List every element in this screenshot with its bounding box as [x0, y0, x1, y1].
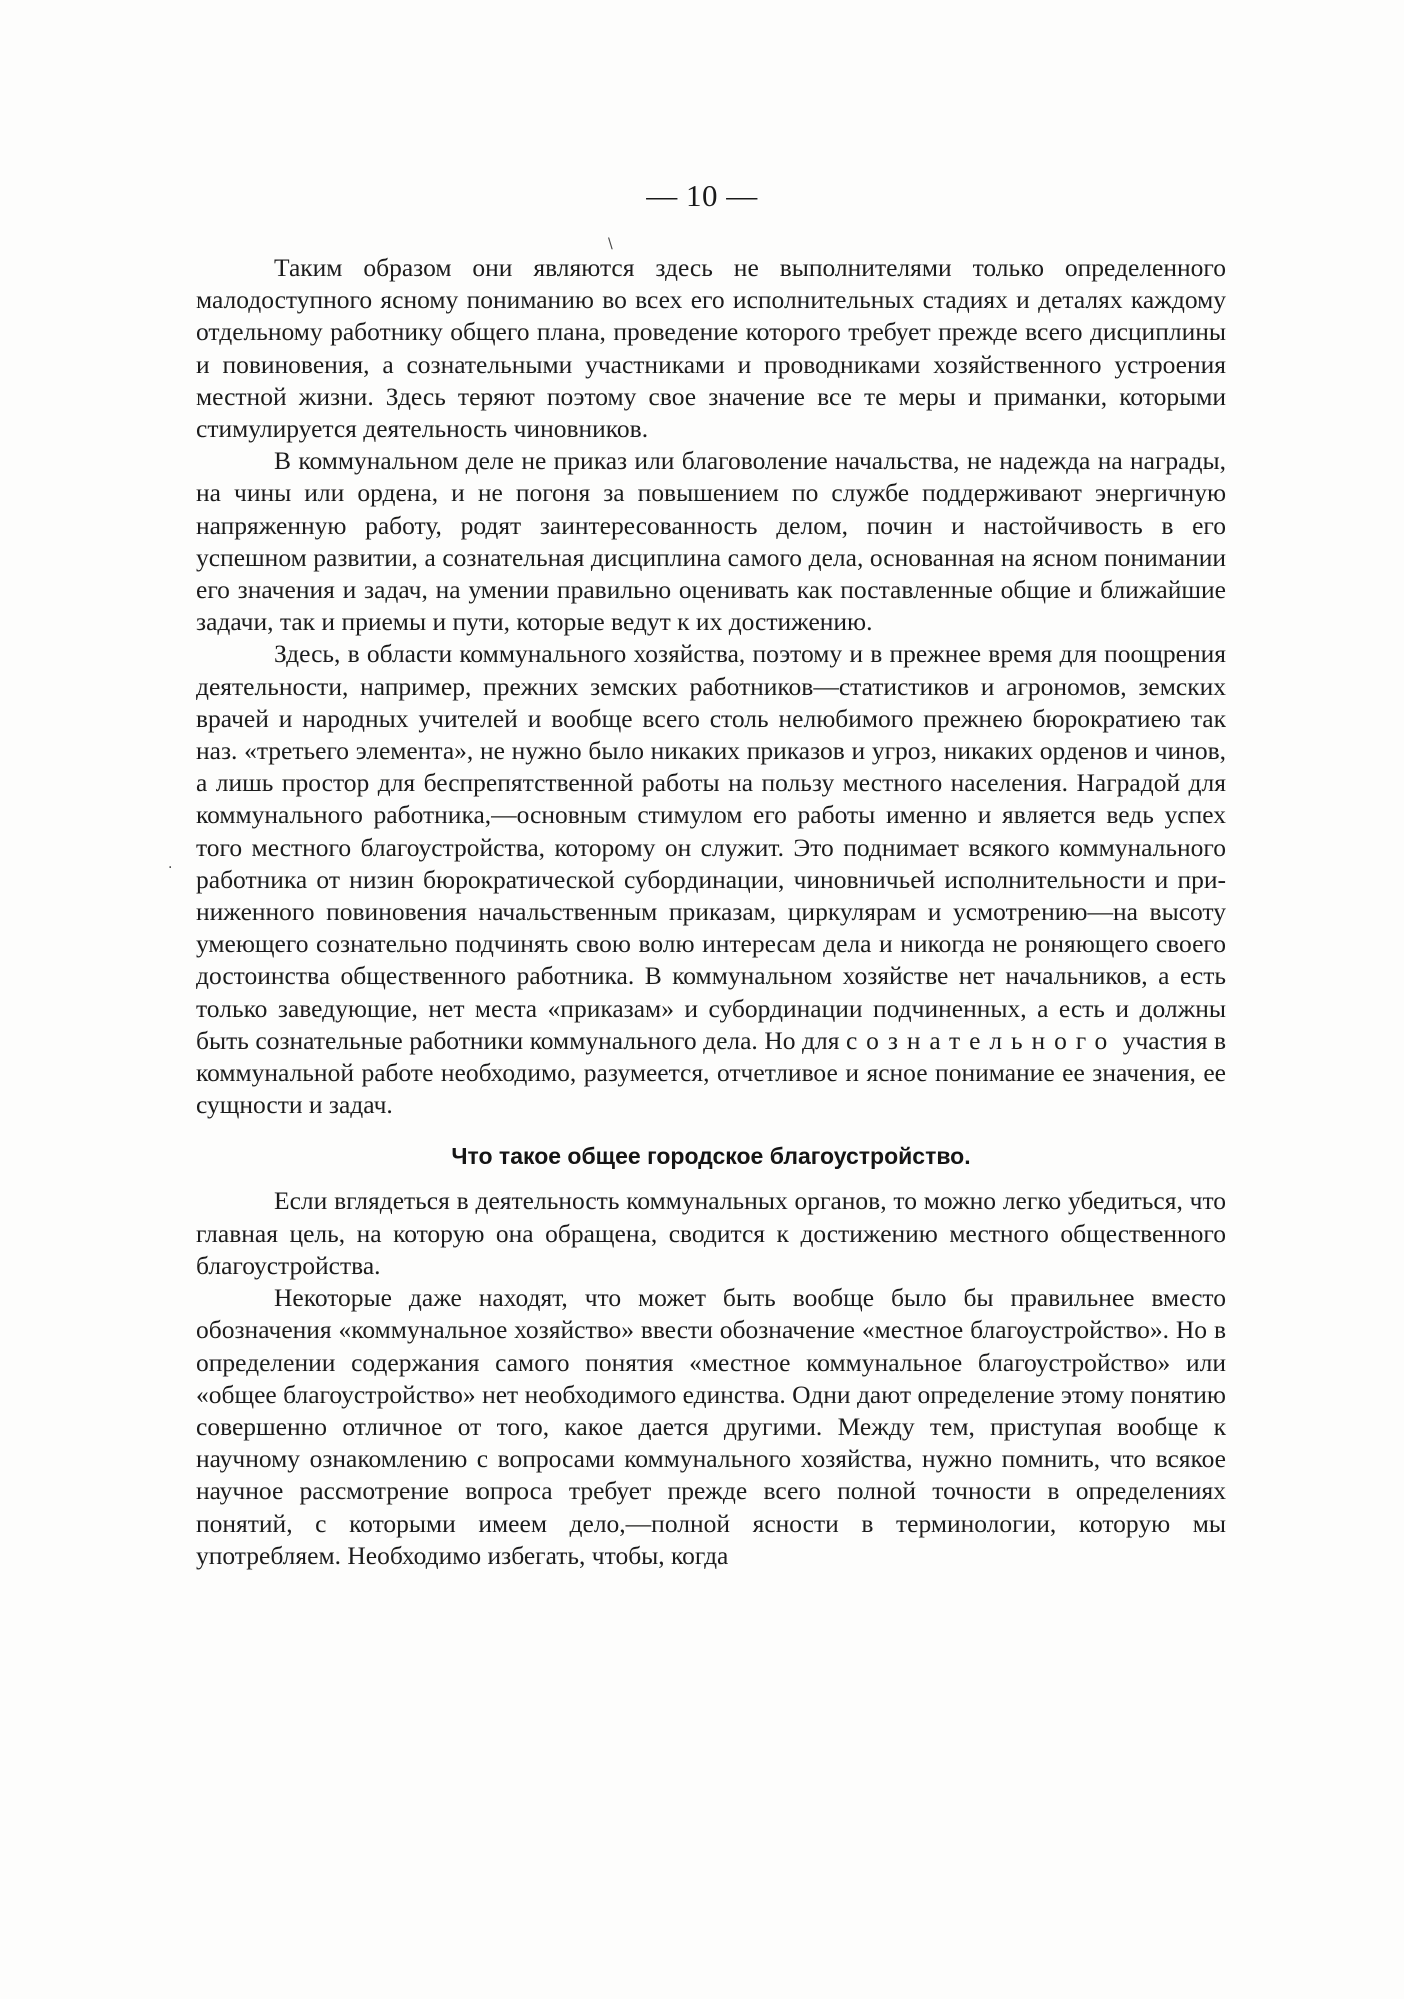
print-speck: · [168, 860, 173, 876]
paragraph-text: Здесь, в области коммунального хозяйства, поэтому и в прежнее время для поощрения деятельности, например, прежних земских работников—статистиков и агрономов, земских врачей и народных учителей и вообще всего столь нелюбимого прежнею бюрократиею так наз. «третьего элемента», не нужно было никаких приказов и угроз, никаких орденов и чинов, а лишь простор для беспрепятственной работы на пользу местного населения. Наградой для коммунального работника,—основным стимулом его работы именно и является ведь успех того местного благоустройства, которому он служит. Это поднимает всякого коммунального работника от низин бюрократической субординации, чиновничьей исполнительности и приниженного повиновения начальственным приказам, циркулярам и усмотрению—на высоту умеющего сознательно подчинять свою волю интересам дела и никогда не роняющего своего достоинства общественного работника. В коммунальном хозяйстве нет начальников, а есть только заведующие, нет места «приказам» и субординации подчиненных, а есть и должны быть сознательные работники коммунального дела. Но для [196, 639, 1226, 1055]
emphasized-word: сознательного [845, 1025, 1117, 1055]
paragraph-text: участия в коммунальной работе необходимо, разумеется, отчетливое и ясное понимание ее значения, ее сущности и задач. [196, 1025, 1226, 1120]
page-number: — 10 — [646, 178, 758, 213]
paragraph: Если вглядеться в деятельность коммунальных органов, то можно легко убедиться, что главная цель, на которую она обращена, сводится к достижению местного общественного благоустройства. [196, 1186, 1226, 1280]
paragraph: Некоторые даже находят, что может быть вообще было бы правильнее вместо обозначения «коммунальное хозяйство» ввести обозначение «местное благоустройство». Но в определении содержания самого понятия «местное коммунальное благоустройство» или «общее благоустройство» нет необходимого единства. Одни дают определение этому понятию совершенно отличное от того, какое дается другими. Между тем, приступая вообще к научному ознакомлению с вопросами коммунального хозяйства, нужно помнить, что всякое научное рассмотрение вопроса требует прежде всего полной точности в определениях понятий, с которыми имеем дело,—полной ясности в терминологии, которую мы употребляем. Необходимо избегать, чтобы, когда [196, 1283, 1226, 1570]
main-text-column [196, 252, 1226, 1572]
print-speck: \ [608, 236, 613, 252]
section-heading: Что такое общее городское благоустройство. [451, 1143, 971, 1170]
paragraph [196, 638, 1226, 1121]
paragraph: Таким образом они являются здесь не выполнителями только определенного малодоступного ясному пониманию во всех его исполнительных стадиях и деталях каждому отдельному работнику общего плана, проведение которого требует прежде всего дисциплины и повиновения, а сознательными участниками и проводниками хозяйственного устроения местной жизни. Здесь теряют поэтому свое значение все те меры и приманки, которыми стимулируется деятельность чиновников. [196, 253, 1226, 444]
paragraph: В коммунальном деле не приказ или благоволение начальства, не надежда на награды, на чины или ордена, и не погоня за повышением по службе поддерживают энергичную напряженную работу, родят заинтересованность делом, почин и настойчивость в его успешном развитии, а сознательная дисциплина самого дела, основанная на ясном понимании его значения и задач, на умении правильно оценивать как поставленные общие и ближайшие задачи, так и приемы и пути, которые ведут к их достижению. [196, 446, 1226, 637]
